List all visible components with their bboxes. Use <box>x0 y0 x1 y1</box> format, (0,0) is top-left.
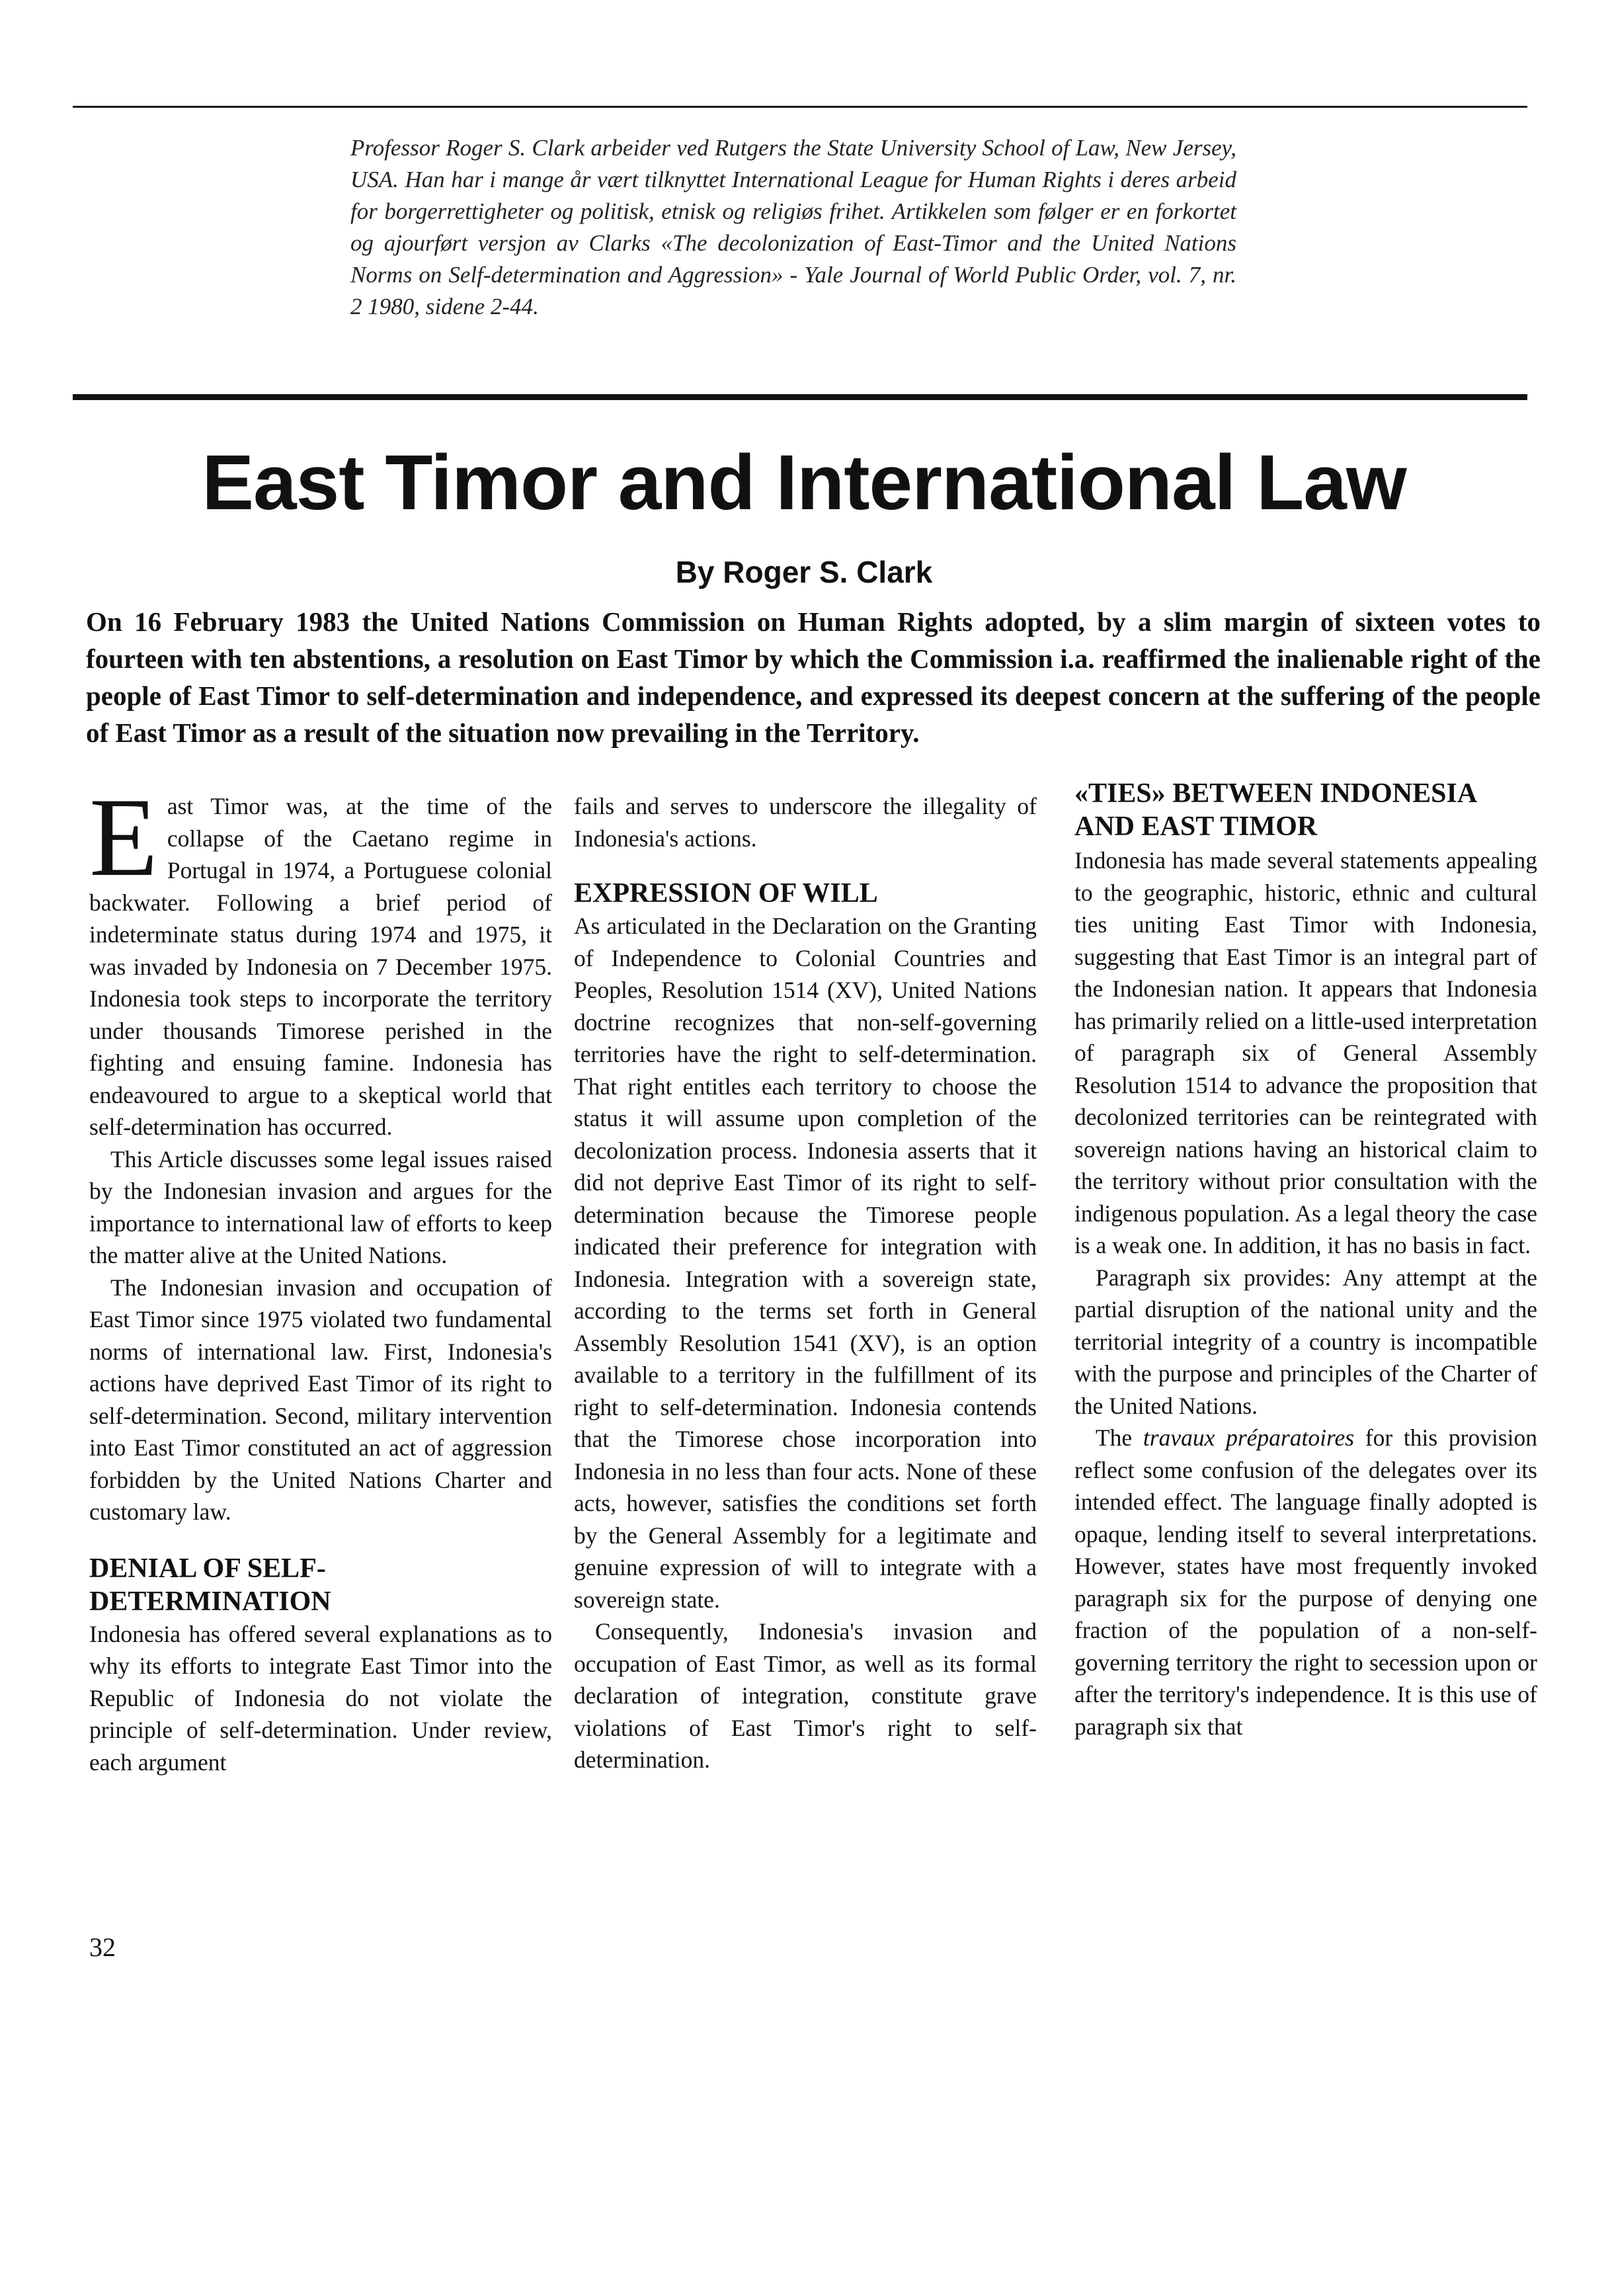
paragraph: This Article discusses some legal issues raised by the Indonesian invasion and argues for the importance to international law of efforts to keep the matter alive at the United Nations. <box>89 1145 552 1268</box>
drop-cap: E <box>89 775 158 899</box>
paragraph: Consequently, Indonesia's invasion and occupation of East Timor, as well as its formal declaration of integration, constitute grave violations of East Timor's right to self-determination. <box>574 1618 1037 1773</box>
column-3 <box>1074 778 1537 1742</box>
paragraph <box>1074 1422 1537 1742</box>
page-number: 32 <box>89 1932 116 1962</box>
paragraph-text: for this provision reflect some confusion of the delegates over its intended effect. The language finally adopted is opaque, lending itself to several interpretations. However, states have most frequently invoked paragraph six for the purpose of denying one fraction of the population of a non-self-governing territory the right to secession upon or after the territory's independence. It is this use of paragraph six that <box>1074 1424 1537 1740</box>
column-1 <box>89 775 552 1778</box>
opening-paragraph <box>89 775 552 1143</box>
section-heading-ties: «TIES» BETWEEN INDONESIA AND EAST TIMOR <box>1074 778 1476 842</box>
paragraph-text: The <box>1096 1424 1143 1451</box>
article-title: East Timor and International Law <box>202 439 1406 526</box>
top-rule <box>73 106 1527 108</box>
header-divider <box>73 394 1527 400</box>
paragraph: Indonesia has made several statements appealing to the geographic, historic, ethnic and cultural ties uniting East Timor with Indonesia, suggesting that East Timor is an integral part of the Indonesian nation. It appears that Indonesia has primarily relied on a little-used interpretation of paragraph six of General Assembly Resolution 1514 to advance the proposition that decolonized territories can be reintegrated with sovereign nations having an historical claim to the territory without prior consultation with the indigenous population. As a legal theory the case is a weak one. In addition, it has no basis in fact. <box>1074 847 1537 1258</box>
column-2 <box>574 790 1037 1776</box>
italic-term: travaux préparatoires <box>1143 1424 1355 1451</box>
paragraph: Indonesia has offered several explanations as to why its efforts to integrate East Timor into the Republic of Indonesia do not violate the principle of self-determination. Under review, each argument <box>89 1620 552 1776</box>
section-heading-expression: EXPRESSION OF WILL <box>574 878 878 909</box>
paragraph: As articulated in the Declaration on the Granting of Independence to Colonial Countries and Peoples, Resolution 1514 (XV), United Nations doctrine recognizes that non-self-governing territories have the right to self-determination. That right entitles each territory to choose the status it will assume upon completion of the decolonization process. Indonesia asserts that it did not deprive East Timor of its right to self-determination because the Timorese people indicated their preference for integration with Indonesia. Integration with a sovereign state, according to the terms set forth in General Assembly Resolution 1541 (XV), is an option available to a territory in the fulfillment of its right to self-determination. Indonesia contends that the Timorese chose incorporation into Indonesia in no less than four acts. None of these acts, however, satisfies the conditions set forth by the General Assembly for a legitimate and genuine expression of will to integrate with a sovereign state. <box>574 913 1037 1613</box>
byline: By Roger S. Clark <box>675 555 933 589</box>
paragraph: The Indonesian invasion and occupation of East Timor since 1975 violated two fundamental norms of international law. First, Indonesia's actions have deprived East Timor of its right to self-determination. Second, military intervention into East Timor constituted an act of aggression forbidden by the United Nations Charter and customary law. <box>89 1274 552 1525</box>
paragraph: Paragraph six provides: Any attempt at the partial disruption of the national unity and the territorial integrity of a country is incompatible with the purpose and principles of the Charter of the United Nations. <box>1074 1264 1537 1419</box>
author-bio <box>350 132 1236 323</box>
opening-paragraph-text: ast Timor was, at the time of the collapse of the Caetano regime in Portugal in 1974, a Portuguese colonial backwater. Following a brief period of indeterminate status during 1974 and 1975, it was invaded by Indonesia on 7 December 1975. Indonesia took steps to incorporate the territory under thousands Timorese perished in the fighting and ensuing famine. Indonesia has endeavoured to argue to a skeptical world that self-determination has occurred. <box>89 793 552 1140</box>
lead-paragraph: On 16 February 1983 the United Nations Commission on Human Rights adopted, by a slim margin of sixteen votes to fourteen with ten abstentions, a resolution on East Timor by which the Commission i.a. reaffirmed the inalienable right of the people of East Timor to self-determination and independence, and expressed its deepest concern at the suffering of the people of East Timor as a result of the situation now prevailing in the Territory. <box>86 606 1541 748</box>
section-heading-denial: DENIAL OF SELF-DETERMINATION <box>89 1553 331 1617</box>
author-bio-text: Professor Roger S. Clark arbeider ved Rutgers the State University School of Law, New Jersey, USA. Han har i mange år vært tilknyttet International League for Human Rights i deres arbeid for borgerrettigheter og politisk, etnisk og religiøs frihet. Artikkelen som følger er en forkortet og ajourført versjon av Clarks «The decolonization of East-Timor and the United Nations Norms on Self-determination and Aggression» - Yale Journal of World Public Order, vol. 7, nr. 2 1980, sidene 2-44. <box>350 135 1236 319</box>
paragraph: fails and serves to underscore the illegality of Indonesia's actions. <box>574 793 1037 852</box>
